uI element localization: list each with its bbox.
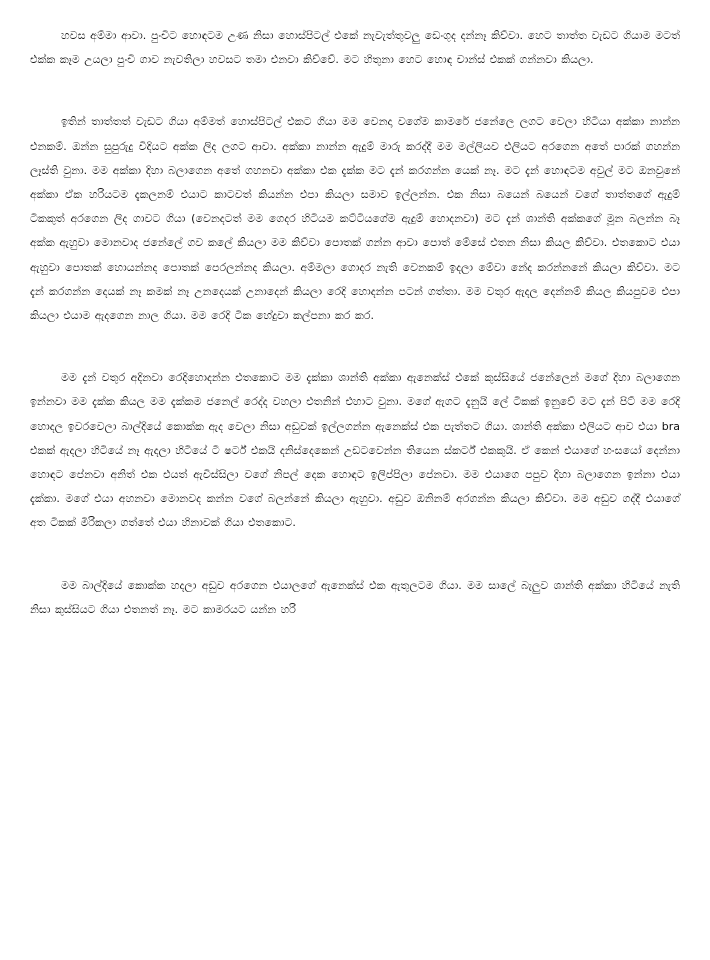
paragraph-4: මම බාල්දියේ කොක්ක හදලා අඩුව අරගෙන එයාලගේ ඇනෙක්ස් එක ඇතුලටම ගියා. මම සාලේ බැලුව ශාන්ති අක්කා හිටියේ නැති නිසා කුස්සියට ගියා එතනත් නෑ. මට කාමරයට යන්න හරි — [30, 578, 680, 616]
paragraph-2: ඉතින් තාත්තත් වැඩට ගියා අම්මත් හොස්පිටල් එකට ගියා මම වෙනදා වගේම කාමරේ ජනේලෙ ලගට වෙලා හිටියා අක්කා නාන්න එනකම්. ඔන්න සුපුරුදු විදියට අක්ක ලිද ලගට ආවා. අක්කා නාන්න ඇදුම් මාරු කරද්දී මම මල්ලියව එලියට අරගෙන අතේ පාරක් ගහන්න ලෑස්ති වුනා. මම අක්කා දිහා බලාගෙන අතේ ගහනවා අක්කා එක දැක්ක මට දැන් කරගන්න යෙක් නෑ. මට දැන් හොඳටම අවුල් මට ඔනවුනේ අක්කා ඒක හරියටම දැකලනම් එයාට කාටවත් කියන්න එපා කියලා සමාව ඉල්ලන්න. එක නිසා බයෙන් බයෙන් වගේ තාත්තගේ ඇදුම් ටිකකුත් අරගෙන ලිද ගාවට ගියා (වෙනදටත් මම ගෙදර හිටියම කට්ටියගේම ඇදුම් හොදනවා) මට දැන් ශාන්ති අක්කගේ මූන බලන්න බෑ අක්ක ඇහුවා මොනවාද ජනේලේ ගව කලේ කියලා මම කිව්වා පොතක් ගන්න ආවා පොත් මේසේ එතන නිසා කියල කිව්වා. එතකොට එයා ඇහුවා පොතක් හොයන්නද පොතක් පෙරලන්නද කියලා. අම්මලා ගොදර නැති වෙනකම් ඉදලා මේවා නේද කරන්නනේ කියලා කිව්වා. මට දැන් කරගන්න දෙයක් නෑ කමක් නෑ උනදෙයක් උනාදෙන් කියලා රෙදි හොදන්න පටන් ගත්තා. මම වතුර ඇදල දෙන්නම් කියල කියපුවම එපා කියලා එයාම ඇදගෙන නාල ගියා. මම රෙදි ටික හේදුවා කල්පනා කර කර. — [30, 115, 680, 323]
paragraph-3: මම දැන් වතුර අදිනවා රෙදිහොදන්න එතකොට මම දැක්කා ශාන්ති අක්කා ඇනෙක්ස් එකේ කුස්සියේ ජනේලෙන් මගේ දිහා බලාගෙන ඉන්නවා මම දැක්ක කියල මම දැක්කම ජනෙල් රෙද්ද වහලා එතනින් එහාට වුනා. මගේ ඇගට දැනුයි ලේ ටිකක් ඉනුවේ මට දැන් පිට් මම රෙදි හොදල ඉවරවෙලා බාල්දියේ කොක්ක ඇද වෙලා නිසා අඩුවක් ඉල්ලගන්න ඇනෙක්ස් එක පැත්තට ගියා. ශාන්ති අක්කා එලියට ආව එයා bra එකක් ඇදලා හිටියේ නෑ ඇදලා හිටියේ ටී ෂර්ට් එකයි දනිස්දෙකෙන් උඩටවෙන්න තියෙන ස්කර්ට් එකකුයි. ඒ කෙන් එයාගේ හංසයෝ දෙන්නා හොඳට පේනවා අනිත් එක එයත් ඇවිස්සිලා වගේ නිපල් දෙක හොඳට ඉලිප්පිලා පේනවා. මම එයාගෙ පපුව දිහා බලාගෙන ඉන්නා එයා දැක්කා. මගේ එයා අහනවා මොනවද කන්න වගේ බලන්නේ කියලා ඇහුවා. අඩුව ඔනිනම් අරගන්න කියලා කිව්වා. මම අඩුව ගද්දී එයාගේ අත ටිකක් මිරිකලා ගත්තේ එයා හිනාවක් ගියා එතකොට. — [30, 371, 680, 530]
paragraph-1: හවස අම්මා ආවා. පුංචිට හොඳටම උණ නිසා හොස්පිටල් එකේ නැවැත්තුවලු ඩෙංගුද දන්නෑ කිව්වා. හෙට තාත්ත වැඩට ගියාම මටත් එක්ක කෑම උයලා පුංචි ගාව නැවතිලා හවසට තමා එනවා කිව්වේ. මට හිතුනා හෙට හොඳ චාන්ස් එකක් ගන්නවා කියලා. — [30, 29, 680, 67]
